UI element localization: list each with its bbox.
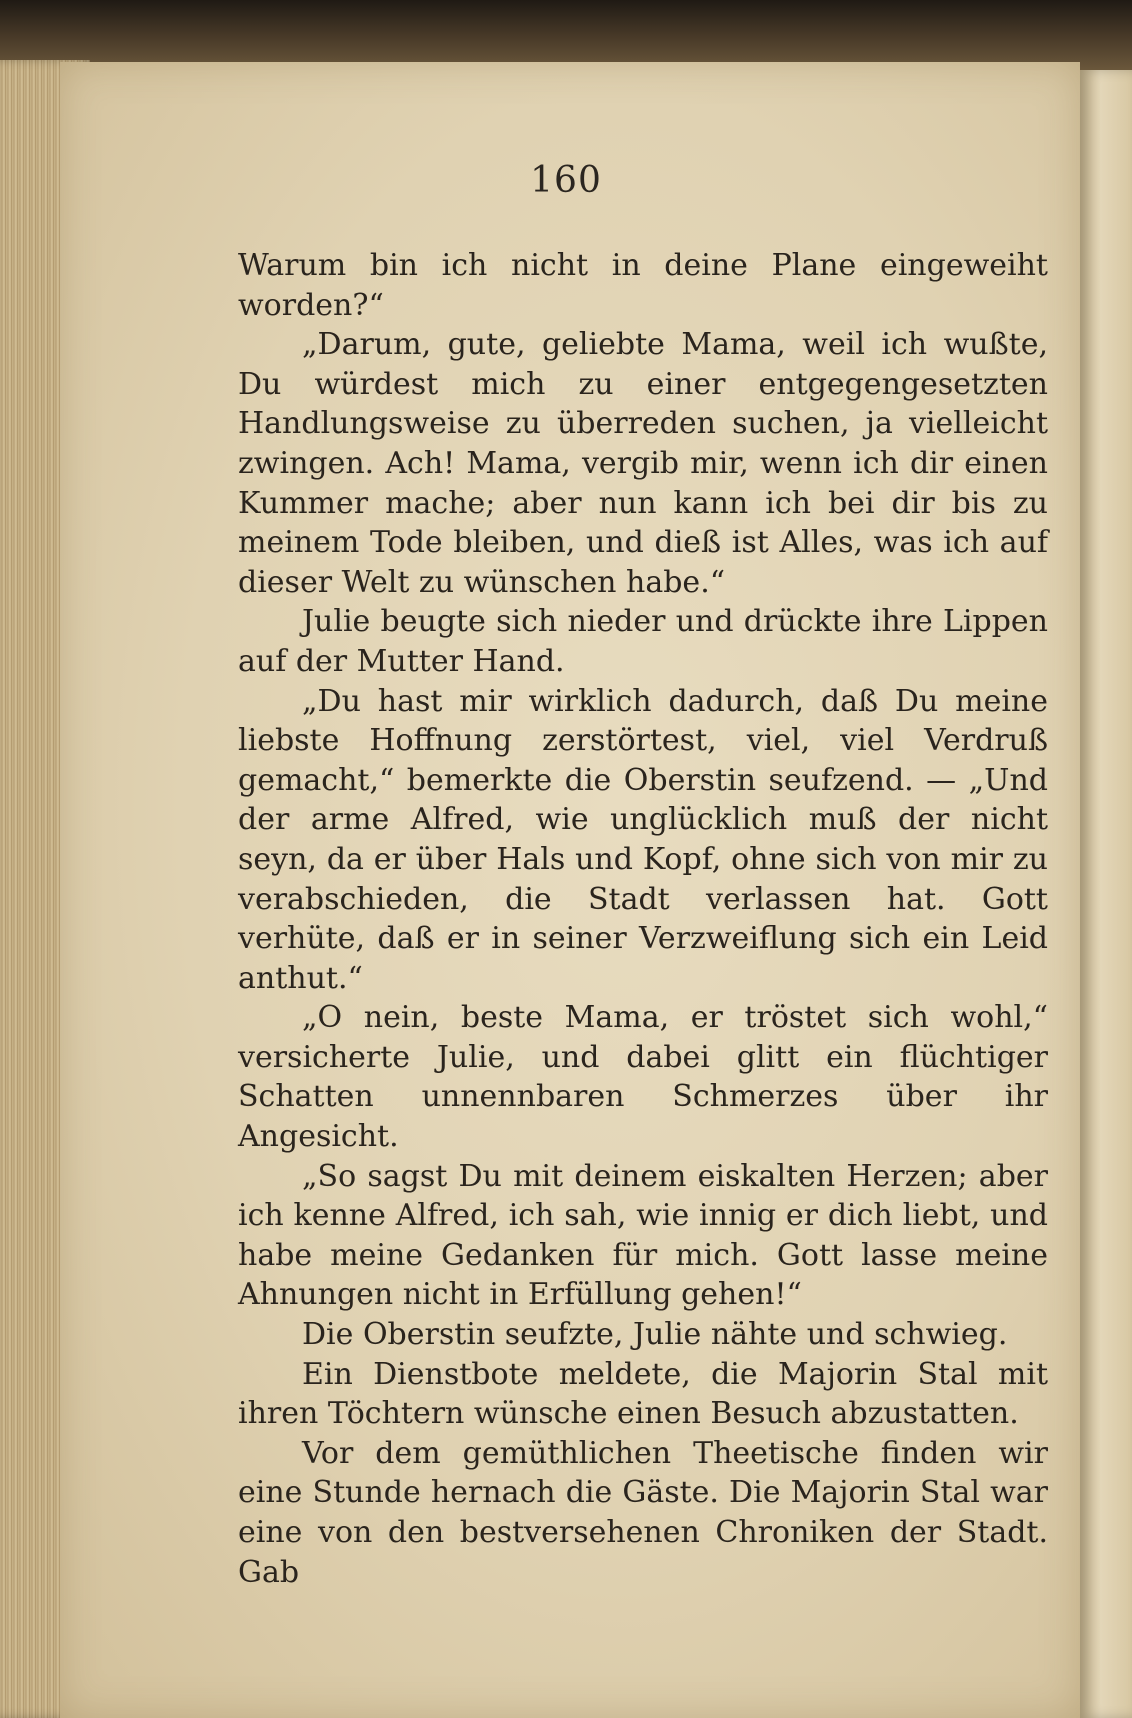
paragraph: „O nein, beste Mama, er tröstet sich wohl,“ versicherte Julie, und dabei glitt ein flüchtiger Schatten unnennbaren Schmerzes über ihr Angesicht. <box>238 1000 1048 1155</box>
paragraph: „Darum, gute, geliebte Mama, weil ich wußte, Du würdest mich zu einer entgegengesetzten Handlungsweise zu überreden suchen, ja vielleicht zwingen. Ach! Mama, vergib mir, wenn ich dir einen Kummer mache; aber nun kann ich bei dir bis zu meinem Tode bleiben, und dieß ist Alles, was ich auf dieser Welt zu wünschen habe.“ <box>238 327 1048 600</box>
page-number: 160 <box>530 160 602 201</box>
paragraph: Warum bin ich nicht in deine Plane eingeweiht worden?“ <box>238 248 1048 323</box>
paragraph: „So sagst Du mit deinem eiskalten Herzen; aber ich kenne Alfred, ich sah, wie innig er dich liebt, und habe meine Gedanken für mich. Gott lasse meine Ahnungen nicht in Erfüllung gehen!“ <box>238 1158 1048 1313</box>
paragraph: Julie beugte sich nieder und drückte ihre Lippen auf der Mutter Hand. <box>238 604 1048 679</box>
page-body-text <box>238 246 1048 1592</box>
paragraph: Ein Dienstbote meldete, die Majorin Stal mit ihren Töchtern wünsche einen Besuch abzustatten. <box>238 1356 1048 1432</box>
paragraph: „Du hast mir wirklich dadurch, daß Du meine liebste Hoffnung zerstörtest, viel, viel Verdruß gemacht,“ bemerkte die Oberstin seufzend. — „Und der arme Alfred, wie unglücklich muß der nicht seyn, da er über Hals und Kopf, ohne sich von mir zu verabschieden, die Stadt verlassen hat. Gott verhüte, daß er in seiner Verzweiflung sich ein Leid anthut.“ <box>238 683 1048 996</box>
book-binding-top <box>0 0 1132 70</box>
paragraph: Die Oberstin seufzte, Julie nähte und schwieg. <box>302 1317 1008 1353</box>
facing-page-edge <box>1080 70 1132 1718</box>
paragraph: Vor dem gemüthlichen Theetische finden wir eine Stunde hernach die Gäste. Die Majorin Stal war eine von den bestversehenen Chroniken der Stadt. Gab <box>238 1435 1048 1590</box>
